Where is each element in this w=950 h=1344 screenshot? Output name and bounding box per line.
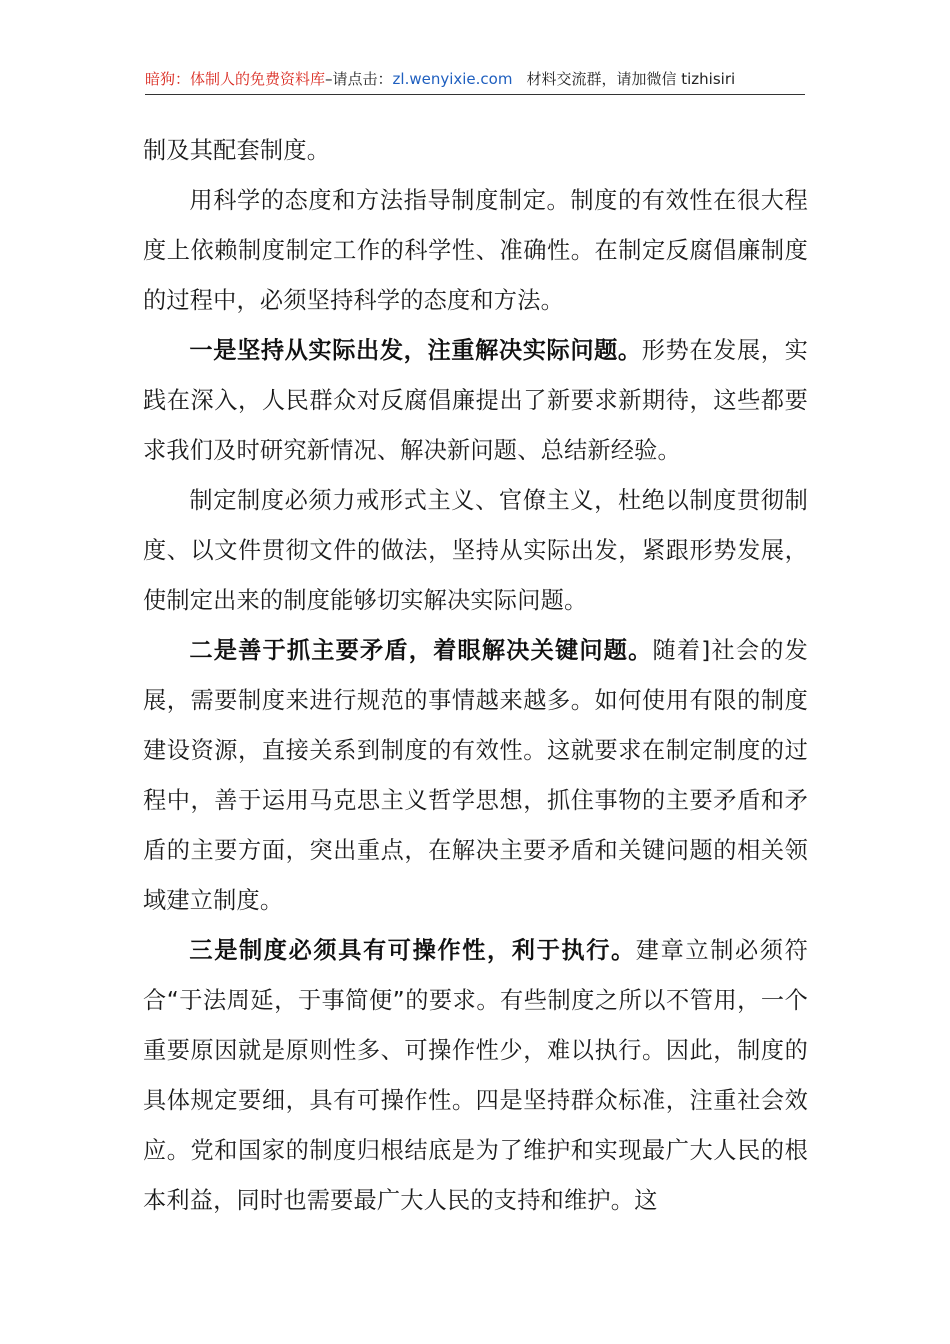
paragraph-5-lead: 二是善于抓主要矛盾，着眼解决关键问题。 — [189, 637, 653, 664]
paragraph-1-text: 制及其配套制度。 — [143, 137, 331, 164]
header-wechat: 材料交流群，请加微信 tizhisiri — [526, 70, 736, 88]
paragraph-1 — [143, 126, 808, 176]
paragraph-3-text: 形势在发展，实践在深入，人民群众对反腐倡廉提出了新要求新期待，这些都要求我们及时研究新情况、解决新问题、总结新经验。 — [143, 337, 808, 464]
paragraph-6-lead: 三是制度必须具有可操作性，利于执行。 — [189, 937, 636, 964]
paragraph-4-text: 制定制度必须力戒形式主义、官僚主义，杜绝以制度贯彻制度、以文件贯彻文件的做法，坚持从实际出发，紧跟形势发展，使制定出来的制度能够切实解决实际问题。 — [143, 487, 808, 614]
paragraph-3-lead: 一是坚持从实际出发，注重解决实际问题。 — [189, 337, 642, 364]
page-header — [145, 68, 805, 95]
document-body — [143, 126, 808, 1226]
paragraph-2 — [143, 176, 808, 326]
header-prompt: –请点击： — [325, 70, 393, 88]
header-url-link[interactable]: zl.wenyixie.com — [392, 70, 513, 88]
header-brand: 暗狗：体制人的免费资料库 — [145, 70, 326, 88]
paragraph-5-text: 随着]社会的发展，需要制度来进行规范的事情越来越多。如何使用有限的制度建设资源，直接关系到制度的有效性。这就要求在制定制度的过程中，善于运用马克思主义哲学思想，抓住事物的主要矛盾和矛盾的主要方面，突出重点，在解决主要矛盾和关键问题的相关领域建立制度。 — [143, 637, 808, 914]
paragraph-6 — [143, 926, 808, 1226]
paragraph-6-text: 建章立制必须符合“于法周延，于事简便”的要求。有些制度之所以不管用，一个重要原因就是原则性多、可操作性少，难以执行。因此，制度的具体规定要细，具有可操作性。四是坚持群众标准，注重社会效应。党和国家的制度归根结底是为了维护和实现最广大人民的根本利益，同时也需要最广大人民的支持和维护。这 — [143, 937, 808, 1214]
paragraph-5 — [143, 626, 808, 926]
paragraph-4 — [143, 476, 808, 626]
paragraph-2-text: 用科学的态度和方法指导制度制定。制度的有效性在很大程度上依赖制度制定工作的科学性、准确性。在制定反腐倡廉制度的过程中，必须坚持科学的态度和方法。 — [143, 187, 808, 314]
paragraph-3 — [143, 326, 808, 476]
